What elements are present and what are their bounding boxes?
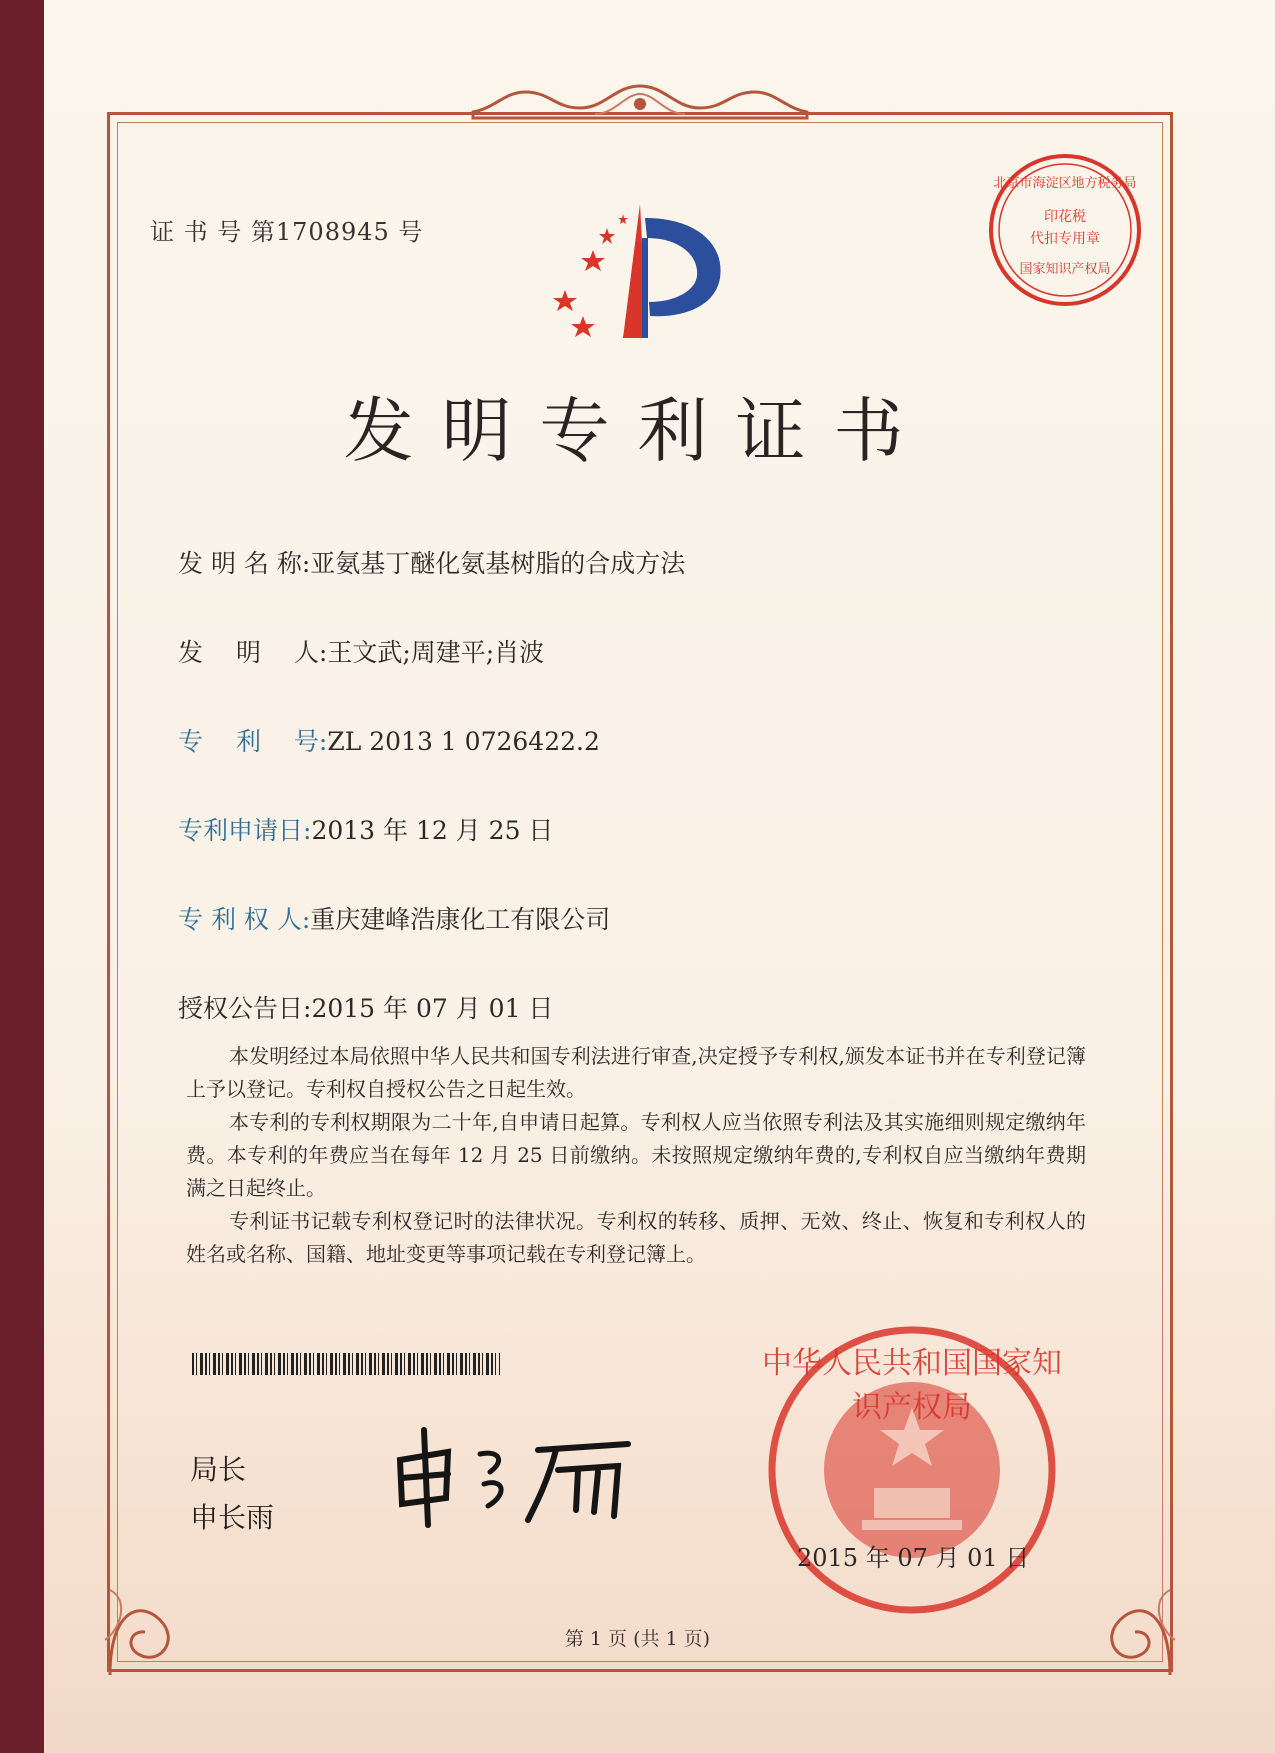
patent-office-logo-icon [545, 198, 745, 348]
field-label: 发 明 名 称: [178, 549, 311, 578]
field-label: 发 明 人: [178, 638, 328, 667]
tax-seal-ring-text: 北京市海淀区地方税务局 [993, 176, 1137, 191]
field-label: 专 利 权 人: [178, 905, 311, 934]
field-value: 亚氨基丁醚化氨基树脂的合成方法 [310, 549, 686, 578]
certificate-body [186, 1040, 1086, 1271]
director-signature [388, 1420, 648, 1530]
top-ornament [465, 78, 815, 138]
field-grant-date [178, 989, 553, 1025]
tax-seal-bottom-text: 国家知识产权局 [1019, 262, 1111, 277]
director-name: 申长雨 [190, 1501, 275, 1534]
field-value: ZL 2013 1 0726422.2 [327, 727, 600, 756]
barcode [192, 1353, 500, 1375]
field-value: 2013 年 12 月 25 日 [311, 816, 554, 845]
field-value: 王文武;周建平;肖波 [327, 638, 545, 667]
tax-seal-center-mid: 代扣专用章 [1030, 231, 1100, 247]
certificate-title: 发明专利证书 [343, 390, 932, 472]
director-title: 局长 [190, 1453, 247, 1486]
body-paragraph: 本发明经过本局依照中华人民共和国专利法进行审查,决定授予专利权,颁发本证书并在专利登记簿上予以登记。专利权自授权公告之日起生效。 [186, 1044, 1086, 1101]
field-value: 重庆建峰浩康化工有限公司 [310, 905, 611, 934]
corner-ornament-bottom-right [1060, 1490, 1180, 1680]
tax-seal [985, 150, 1145, 310]
field-patent-number [178, 722, 600, 758]
field-label: 授权公告日: [178, 994, 312, 1023]
seal-ring-text: 中华人民共和国国家知识产权局 [762, 1346, 1062, 1425]
field-value: 2015 年 07 月 01 日 [311, 994, 554, 1023]
field-application-date [178, 811, 553, 847]
certificate-number: 证 书 号 第1708945 号 [150, 218, 424, 246]
issue-date: 2015 年 07 月 01 日 [797, 1544, 1030, 1572]
body-paragraph: 专利证书记载专利权登记时的法律状况。专利权的转移、质押、无效、终止、恢复和专利权人的姓名或名称、国籍、地址变更等事项记载在专利登记簿上。 [186, 1209, 1086, 1266]
national-ip-office-seal [762, 1320, 1062, 1620]
body-paragraph: 本专利的专利权期限为二十年,自申请日起算。专利权人应当依照专利法及其实施细则规定缴纳年费。本专利的年费应当在每年 12 月 25 日前缴纳。未按照规定缴纳年费的,专利权自应当缴纳年费期满之日起终止。 [186, 1110, 1086, 1200]
field-label: 专利申请日: [178, 816, 312, 845]
field-patentee [178, 900, 610, 936]
tax-seal-center-top: 印花税 [1044, 209, 1086, 225]
field-inventors [178, 633, 544, 669]
field-label: 专 利 号: [178, 727, 328, 756]
page-number: 第 1 页 (共 1 页) [564, 1628, 711, 1650]
field-invention-name [178, 544, 685, 580]
